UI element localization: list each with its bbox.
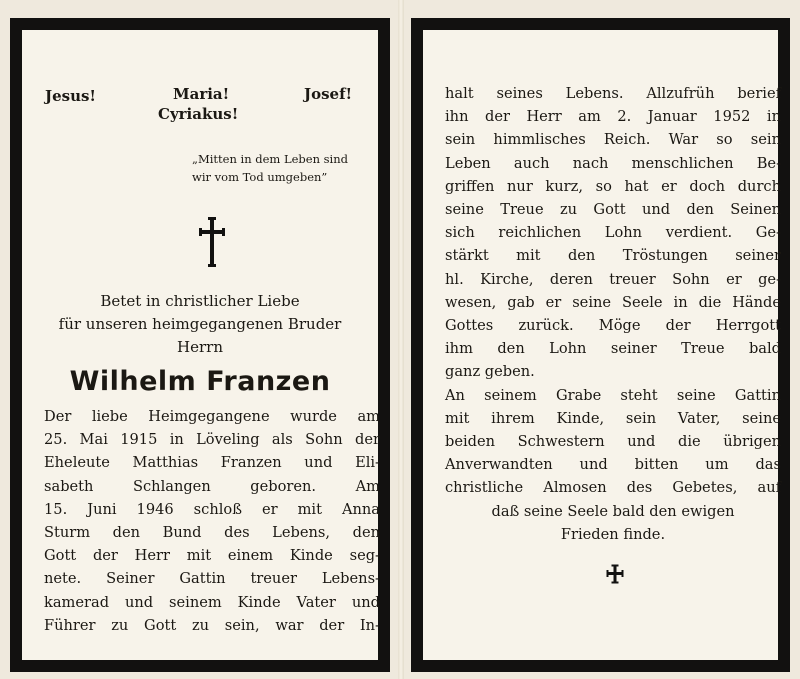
invocation-cyriakus: Cyriakus!	[158, 105, 239, 123]
intro-line: Betet in christlicher Liebe	[100, 292, 300, 310]
text-line: halt seines Lebens. Allzufrüh berief	[445, 85, 781, 102]
quote-line: „Mitten in dem Leben sind	[192, 152, 349, 166]
invocation-josef: Josef!	[304, 85, 353, 103]
text-line: Anverwandten und bitten um das	[445, 456, 781, 474]
cross-pattee-icon	[606, 564, 624, 584]
biography	[44, 405, 380, 637]
closing-line: daß seine Seele bald den ewigen	[491, 502, 735, 520]
text-line: seine Treue zu Gott und den Seinen	[445, 201, 781, 219]
bio-line: kamerad und seinem Kinde Vater und	[44, 593, 380, 611]
text-line: ganz geben.	[445, 363, 535, 381]
right-card	[411, 18, 790, 672]
text-line: ihn der Herr am 2. Januar 1952 in	[445, 108, 781, 126]
intro-line: für unseren heimgegangenen Bruder	[58, 315, 342, 333]
bio-line: sabeth Schlangen geboren. Am	[44, 477, 380, 495]
text-line: beiden Schwestern und die übrigen	[445, 433, 781, 451]
bio-line: Sturm den Bund des Lebens, den	[44, 524, 380, 542]
bio-line: 15. Juni 1946 schloß er mit Anna	[44, 500, 380, 518]
text-line: ihm den Lohn seiner Treue bald	[445, 340, 781, 358]
text-line: sich reichlichen Lohn verdient. Ge-	[445, 224, 781, 242]
card-fold	[398, 0, 404, 679]
bio-line: Der liebe Heimgegangene wurde am	[44, 408, 380, 425]
invocation-maria: Maria!	[173, 85, 230, 103]
text-line: hl. Kirche, deren treuer Sohn er ge-	[445, 270, 781, 288]
text-line: An seinem Grabe steht seine Gattin	[445, 386, 781, 404]
bio-line: nete. Seiner Gattin treuer Lebens-	[44, 570, 380, 588]
text-line: stärkt mit den Tröstungen seiner	[445, 247, 781, 265]
intro	[22, 290, 378, 359]
quote-line: wir vom Tod umgeben”	[192, 170, 328, 184]
continuation-text	[445, 82, 781, 546]
left-card	[10, 18, 390, 672]
text-line: Gottes zurück. Möge der Herrgott	[445, 317, 781, 335]
bio-line: Gott der Herr mit einem Kinde seg-	[44, 547, 380, 565]
latin-cross-icon	[198, 216, 226, 268]
text-line: christliche Almosen des Gebetes, auf	[445, 479, 781, 497]
bio-line: 25. Mai 1915 in Löveling als Sohn der	[44, 431, 380, 449]
quote	[192, 150, 382, 186]
text-line: sein himmlisches Reich. War so sein	[445, 131, 781, 149]
intro-line: Herrn	[177, 338, 223, 356]
text-line: mit ihrem Kinde, sein Vater, seine	[445, 409, 781, 427]
bio-line: Führer zu Gott zu sein, war der In-	[44, 616, 380, 634]
text-line: Leben auch nach menschlichen Be-	[445, 154, 781, 172]
bio-line: Eheleute Matthias Franzen und Eli-	[44, 454, 380, 472]
text-line: griffen nur kurz, so hat er doch durch	[445, 177, 781, 195]
text-line: wesen, gab er seine Seele in die Hände	[445, 293, 781, 311]
closing-line: Frieden finde.	[560, 525, 666, 543]
deceased-name: Wilhelm Franzen	[69, 366, 331, 397]
invocation-jesus: Jesus!	[45, 87, 97, 105]
invocation	[22, 85, 378, 135]
